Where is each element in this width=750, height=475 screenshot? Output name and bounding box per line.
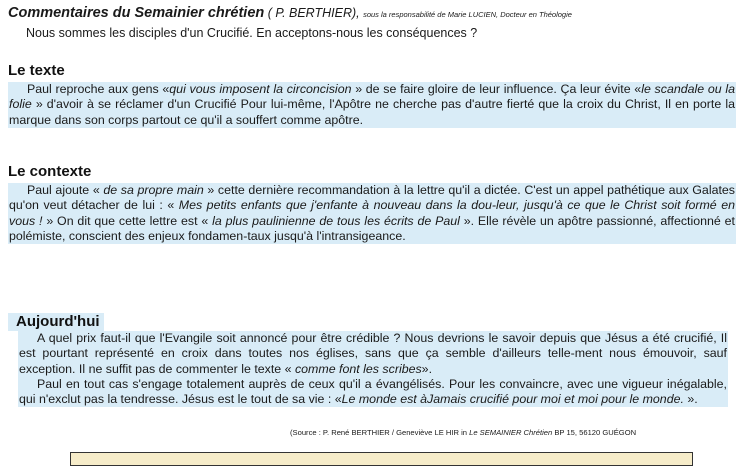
quote: comme font les scribes <box>294 361 422 376</box>
text-run: Paul reproche aux gens « <box>27 82 170 96</box>
quote: Le monde est àJamais crucifié pour moi et moi pour le monde. <box>341 392 684 407</box>
quote: de sa propre main <box>103 183 204 197</box>
section-texte <box>8 62 736 128</box>
text-run: Paul en tout cas s'engage totalement auprès de ceux qu'il a évangélisés. Pour les convaincre, avec une vigueur inégalable, qui n'exclut pas la tendresse. Jésus est le tout de sa vie : « <box>19 376 727 407</box>
author: ( P. BERTHIER), <box>267 6 360 20</box>
text-run: Paul ajoute « <box>27 183 104 197</box>
section-aujourdhui <box>8 313 728 407</box>
source-suffix: BP 15, 56120 GUÉGON <box>552 428 637 437</box>
section-contexte <box>8 163 736 244</box>
quote: Mes petits enfants que j'enfante à nouveau dans la dou-leur, jusqu'à ce que le Christ soit formé en vous ! <box>9 198 735 228</box>
text-run: ». <box>683 392 698 407</box>
footer-bar <box>70 452 693 466</box>
text-run: » On dit que cette lettre est « <box>42 213 213 228</box>
text-run: » d'avoir à se réclamer d'un Crucifié Pour lui-même, l'Apôtre ne cherche pas d'autre fierté que la croix du Christ, Il en porte la marque dans son corps partout ce qu'il a souffert comme apôtre. <box>9 97 735 127</box>
quote: qui vous imposent la circoncision <box>169 82 352 96</box>
text-run: » de se faire gloire de leur influence. Ça leur évite « <box>351 82 642 96</box>
responsibility-note: sous la responsabilité de Marie LUCIEN, Docteur en Théologie <box>363 10 572 19</box>
text-run: ». Elle révèle un apôtre passionné, affectionné et polémiste, conscient des enjeux fondamen-taux jusqu'à l'intransigeance. <box>9 213 735 243</box>
section-heading-aujourdhui: Aujourd'hui <box>8 313 104 331</box>
text-run: » cette dernière recommandation à la lettre qu'il a dictée. C'est un appel pathétique aux Galates qu'on veut détacher de lui : « <box>9 183 735 213</box>
section-heading-contexte: Le contexte <box>8 163 92 180</box>
text-run: A quel prix faut-il que l'Evangile soit annoncé pour être crédible ? Nous devrions le savoir depuis que Jésus a été crucifié, Il est pourtant représenté en croix dans toutes nos églises, sans que ça semble d'ailleurs telle-ment nous émouvoir, sauf exception. Il ne suffit pas de commenter le texte « <box>19 331 727 376</box>
section-body-aujourdhui <box>18 331 728 407</box>
quote: la plus paulinienne de tous les écrits de Paul <box>212 213 460 228</box>
text-run: ». <box>421 361 433 376</box>
page-title: Commentaires du Semainier chrétien <box>8 5 265 21</box>
subtitle: Nous sommes les disciples d'un Crucifié. En acceptons-nous les conséquences ? <box>26 26 478 40</box>
section-body-texte <box>8 82 736 128</box>
quote: le scandale ou la folie <box>9 82 735 112</box>
source-prefix: (Source : P. René BERTHIER / Geneviève LE HIR in <box>290 428 470 437</box>
source-work: Le SEMAINIER Chrétien <box>469 428 553 437</box>
section-body-contexte <box>8 183 736 244</box>
section-heading-texte: Le texte <box>8 62 65 79</box>
header <box>8 5 572 21</box>
source-citation <box>290 428 636 437</box>
